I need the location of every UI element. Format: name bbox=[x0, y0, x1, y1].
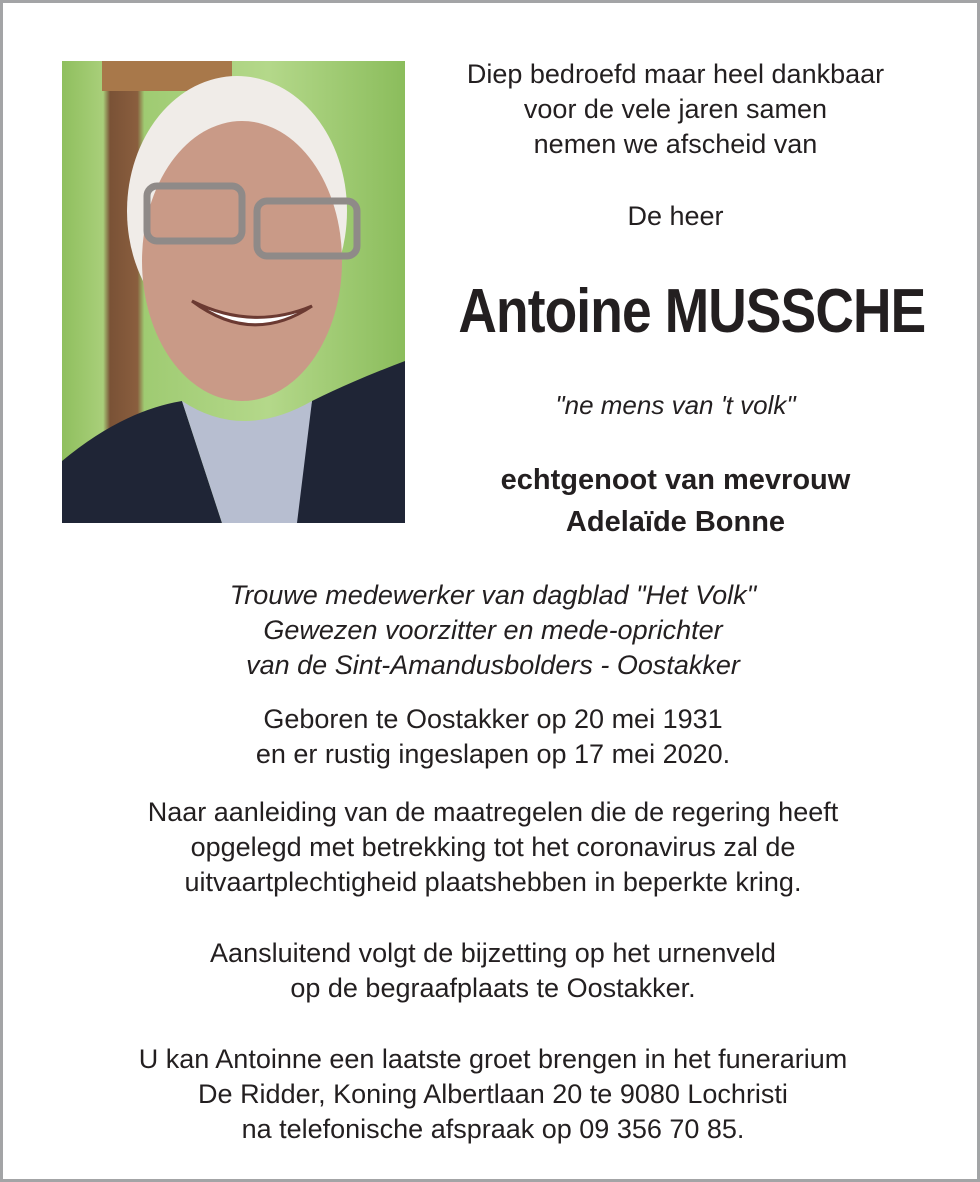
notice-text bbox=[43, 795, 943, 900]
portrait-photo bbox=[62, 61, 405, 523]
spouse-name: Adelaïde Bonne bbox=[565, 506, 786, 538]
intro-text bbox=[423, 57, 928, 162]
notice-line: uitvaartplechtigheid plaatshebben in beperkte kring. bbox=[184, 867, 802, 897]
birth-line: Geboren te Oostakker op 20 mei 1931 bbox=[263, 704, 723, 734]
notice-line: opgelegd met betrekking tot het coronavirus zal de bbox=[190, 832, 796, 862]
burial-line: op de begraafplaats te Oostakker. bbox=[290, 973, 696, 1003]
visit-line: U kan Antoinne een laatste groet brengen in het funerarium bbox=[138, 1044, 848, 1074]
role-line: van de Sint-Amandusbolders - Oostakker bbox=[246, 650, 740, 680]
salutation: De heer bbox=[627, 201, 724, 231]
deceased-name: Antoine MUSSCHE bbox=[458, 277, 926, 346]
intro-line: Diep bedroefd maar heel dankbaar bbox=[466, 59, 885, 89]
notice-line: Naar aanleiding van de maatregelen die de regering heeft bbox=[147, 797, 839, 827]
spouse-text bbox=[423, 459, 928, 543]
burial-text bbox=[43, 936, 943, 1006]
spouse-line: echtgenoot van mevrouw bbox=[500, 464, 851, 496]
visit-line: na telefonische afspraak op 09 356 70 85. bbox=[241, 1114, 745, 1144]
burial-line: Aansluitend volgt de bijzetting op het urnenveld bbox=[210, 938, 776, 968]
visit-line: De Ridder, Koning Albertlaan 20 te 9080 Lochristi bbox=[198, 1079, 788, 1109]
intro-line: nemen we afscheid van bbox=[533, 129, 818, 159]
nickname: "ne mens van 't volk" bbox=[555, 390, 796, 420]
role-line: Trouwe medewerker van dagblad "Het Volk" bbox=[229, 580, 757, 610]
visit-text bbox=[43, 1042, 943, 1147]
intro-line: voor de vele jaren samen bbox=[523, 94, 828, 124]
roles-text bbox=[43, 578, 943, 683]
role-line: Gewezen voorzitter en mede-oprichter bbox=[263, 615, 723, 645]
death-line: en er rustig ingeslapen op 17 mei 2020. bbox=[255, 739, 731, 769]
dates-text bbox=[43, 702, 943, 772]
